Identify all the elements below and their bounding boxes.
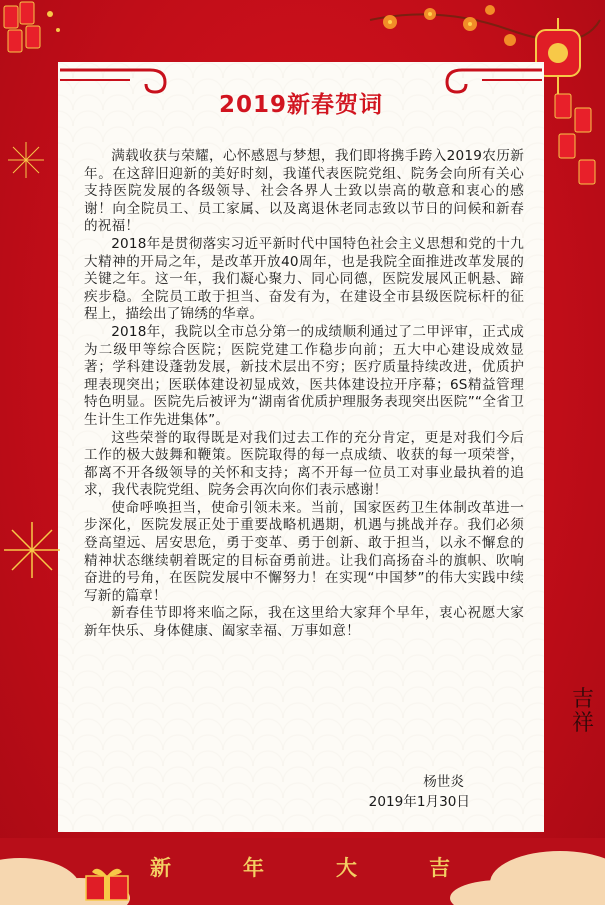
auspicious-seal <box>563 688 603 736</box>
seal-char: 吉 <box>571 687 594 712</box>
letter-body <box>84 148 524 641</box>
seal-char: 祥 <box>571 711 594 736</box>
paragraph: 新春佳节即将来临之际，我在这里给大家拜个早年，衷心祝愿大家新年快乐、身体健康、阖家幸福、万事如意！ <box>84 605 524 640</box>
greeting-char: 年 <box>243 855 264 880</box>
firework-icon <box>2 520 62 580</box>
gift-box-icon <box>82 862 132 902</box>
paragraph: 满载收获与荣耀，心怀感恩与梦想，我们即将携手跨入2019农历新年。在这辞旧迎新的美好时刻，我谨代表医院党组、院务会向所有关心支持医院发展的各级领导、社会各界人士致以崇高的敬意和衷心的感谢！向全院员工、员工家属、以及离退休老同志致以节日的问候和新春的祝福！ <box>84 148 524 235</box>
greeting-char: 大 <box>336 855 357 880</box>
paragraph: 2018年是贯彻落实习近平新时代中国特色社会主义思想和党的十九大精神的开局之年，是改革开放40周年，也是我院全面推进改革发展的关键之年。这一年，我们凝心聚力、同心同德，医院发展风正帆悬、蹄疾步稳。全院员工敢于担当、奋发有为，在建设全市县级医院标杆的征程上，描绘出了锦绣的华章。 <box>84 235 524 323</box>
paragraph: 这些荣誉的取得既是对我们过去工作的充分肯定，更是对我们今后工作的极大鼓舞和鞭策。医院取得的每一点成绩、收获的每一项荣誉，都离不开各级领导的关怀和支持；离不开每一位员工对事业最执着的追求，我代表院党组、院务会再次向你们表示感谢！ <box>84 429 524 499</box>
paragraph: 2018年，我院以全市总分第一的成绩顺利通过了二甲评审，正式成为二级甲等综合医院；医院党建工作稳步向前；五大中心建设成效显著；学科建设蓬勃发展，新技术层出不穷；医疗质量持续改进，优质护理表现突出；医联体建设初显成效，医共体建设拉开序幕；6S精益管理特色明显。医院先后被评为“湖南省优质护理服务表现突出医院”“全省卫生计生工作先进集体”。 <box>84 323 524 428</box>
paragraph: 使命呼唤担当，使命引领未来。当前，国家医药卫生体制改革进一步深化，医院发展正处于重要战略机遇期，机遇与挑战并存。我们必须登高望远、居安思危，勇于变革、勇于创新、敢于担当，以永不懈怠的精神状态继续朝着既定的目标奋勇前进。让我们高扬奋斗的旗帜、吹响奋进的号角，在医院发展中不懈努力！在实现“中国梦”的伟大实践中续写新的篇章！ <box>84 499 524 604</box>
signature-name: 杨世炎 <box>423 774 464 790</box>
greeting-char: 新 <box>150 855 171 880</box>
greeting-char: 吉 <box>429 855 450 880</box>
page-title: 2019新春贺词 <box>218 92 383 118</box>
new-year-greeting <box>150 852 450 882</box>
firework-icon-small <box>6 140 46 180</box>
signature-date: 2019年1月30日 <box>368 794 470 810</box>
firecracker-decoration-right <box>545 90 605 240</box>
